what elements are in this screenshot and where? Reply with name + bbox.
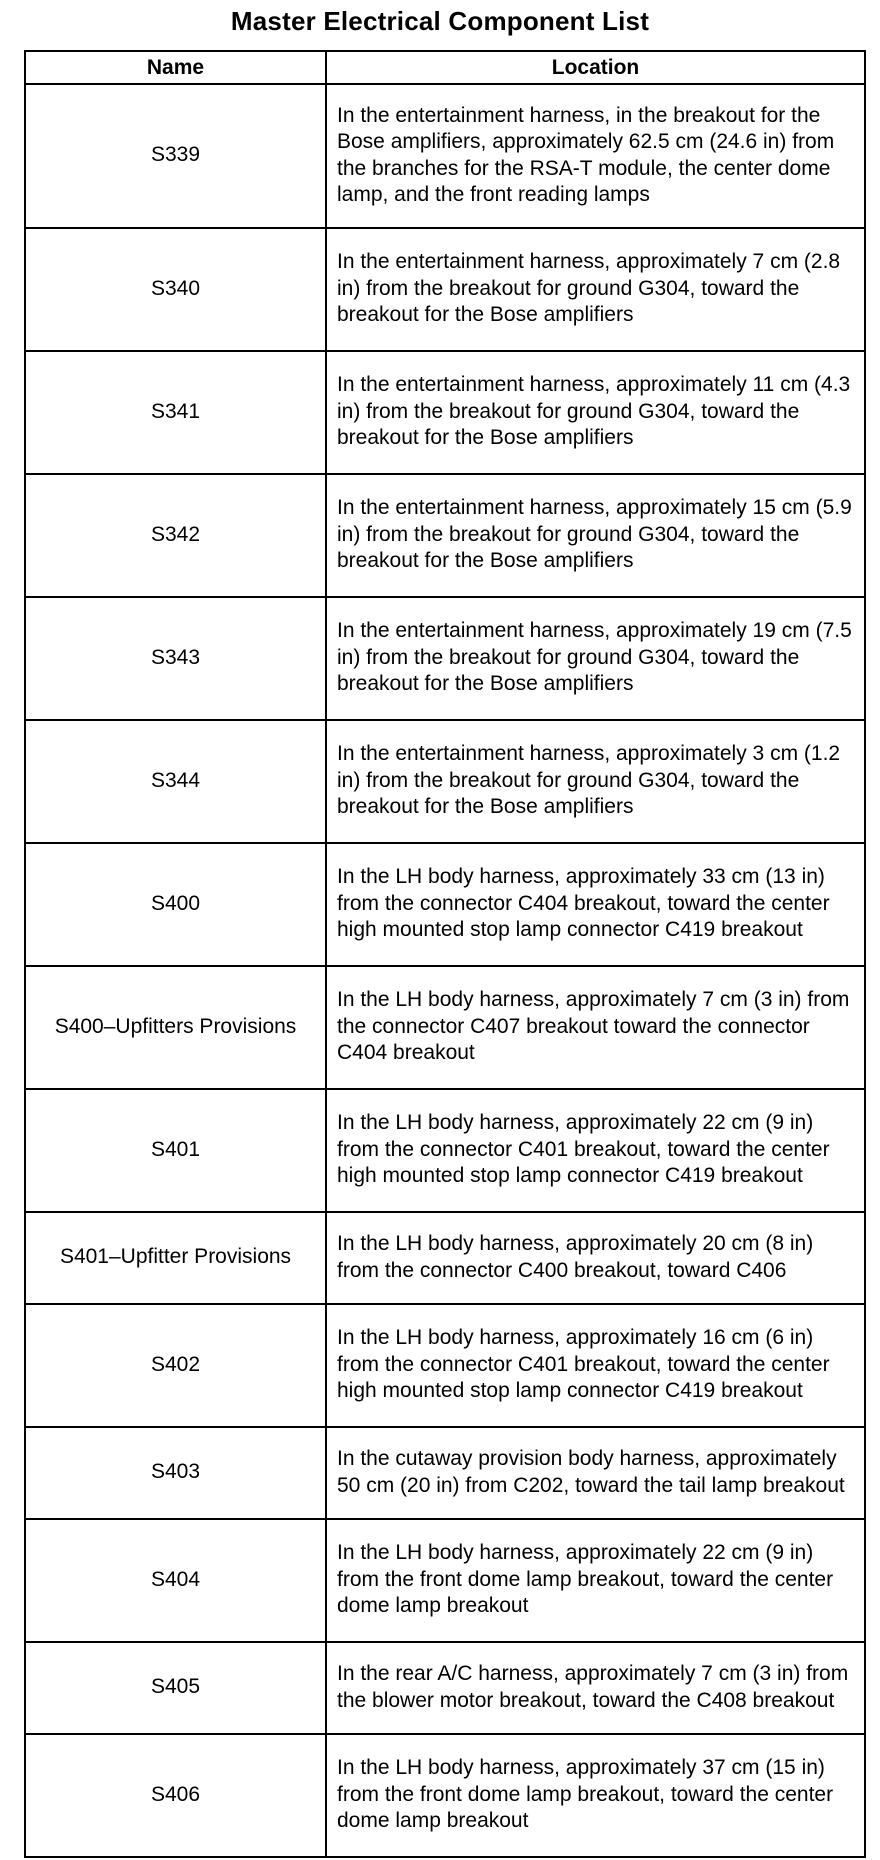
component-location: In the LH body harness, approximately 22 cm (9 in) from the connector C401 breakout, toward the center high mounted stop lamp connector C419 breakout	[326, 1089, 865, 1212]
component-location: In the LH body harness, approximately 37 cm (15 in) from the front dome lamp breakout, toward the center dome lamp breakout	[326, 1734, 865, 1857]
table-row	[25, 1734, 865, 1857]
table-row	[25, 597, 865, 720]
component-location: In the entertainment harness, approximately 3 cm (1.2 in) from the breakout for ground G304, toward the breakout for the Bose amplifiers	[326, 720, 865, 843]
component-name: S406	[25, 1734, 326, 1857]
component-name: S342	[25, 474, 326, 597]
component-location: In the entertainment harness, in the breakout for the Bose amplifiers, approximately 62.5 cm (24.6 in) from the branches for the RSA-T module, the center dome lamp, and the front reading lamps	[326, 84, 865, 228]
table-row	[25, 1427, 865, 1519]
column-header-location: Location	[326, 51, 865, 84]
component-name: S339	[25, 84, 326, 228]
table-row	[25, 843, 865, 966]
component-name: S340	[25, 228, 326, 351]
table-row	[25, 966, 865, 1089]
component-name: S341	[25, 351, 326, 474]
table-header-row	[25, 51, 865, 84]
component-location: In the entertainment harness, approximately 19 cm (7.5 in) from the breakout for ground G304, toward the breakout for the Bose amplifiers	[326, 597, 865, 720]
page-title: Master Electrical Component List	[230, 6, 650, 36]
component-table	[24, 50, 866, 1858]
table-row	[25, 84, 865, 228]
table-row	[25, 228, 865, 351]
table-row	[25, 1642, 865, 1734]
component-location: In the LH body harness, approximately 20 cm (8 in) from the connector C400 breakout, toward C406	[326, 1212, 865, 1304]
component-location: In the LH body harness, approximately 33 cm (13 in) from the connector C404 breakout, toward the center high mounted stop lamp connector C419 breakout	[326, 843, 865, 966]
component-location: In the LH body harness, approximately 22 cm (9 in) from the front dome lamp breakout, toward the center dome lamp breakout	[326, 1519, 865, 1642]
component-location: In the LH body harness, approximately 7 cm (3 in) from the connector C407 breakout toward the connector C404 breakout	[326, 966, 865, 1089]
table-row	[25, 720, 865, 843]
component-location: In the LH body harness, approximately 16 cm (6 in) from the connector C401 breakout, toward the center high mounted stop lamp connector C419 breakout	[326, 1304, 865, 1427]
table-row	[25, 474, 865, 597]
component-name: S343	[25, 597, 326, 720]
table-row	[25, 1089, 865, 1212]
component-location: In the entertainment harness, approximately 11 cm (4.3 in) from the breakout for ground G304, toward the breakout for the Bose amplifiers	[326, 351, 865, 474]
component-name: S401–Upfitter Provisions	[25, 1212, 326, 1304]
component-name: S401	[25, 1089, 326, 1212]
table-row	[25, 1212, 865, 1304]
table-row	[25, 1304, 865, 1427]
component-name: S400–Upfitters Provisions	[25, 966, 326, 1089]
component-name: S400	[25, 843, 326, 966]
table-row	[25, 351, 865, 474]
component-name: S403	[25, 1427, 326, 1519]
component-name: S344	[25, 720, 326, 843]
column-header-name: Name	[25, 51, 326, 84]
component-location: In the entertainment harness, approximately 15 cm (5.9 in) from the breakout for ground G304, toward the breakout for the Bose amplifiers	[326, 474, 865, 597]
component-location: In the rear A/C harness, approximately 7 cm (3 in) from the blower motor breakout, toward the C408 breakout	[326, 1642, 865, 1734]
component-name: S405	[25, 1642, 326, 1734]
table-row	[25, 1519, 865, 1642]
component-location: In the entertainment harness, approximately 7 cm (2.8 in) from the breakout for ground G304, toward the breakout for the Bose amplifiers	[326, 228, 865, 351]
component-name: S402	[25, 1304, 326, 1427]
component-location: In the cutaway provision body harness, approximately 50 cm (20 in) from C202, toward the tail lamp breakout	[326, 1427, 865, 1519]
component-name: S404	[25, 1519, 326, 1642]
